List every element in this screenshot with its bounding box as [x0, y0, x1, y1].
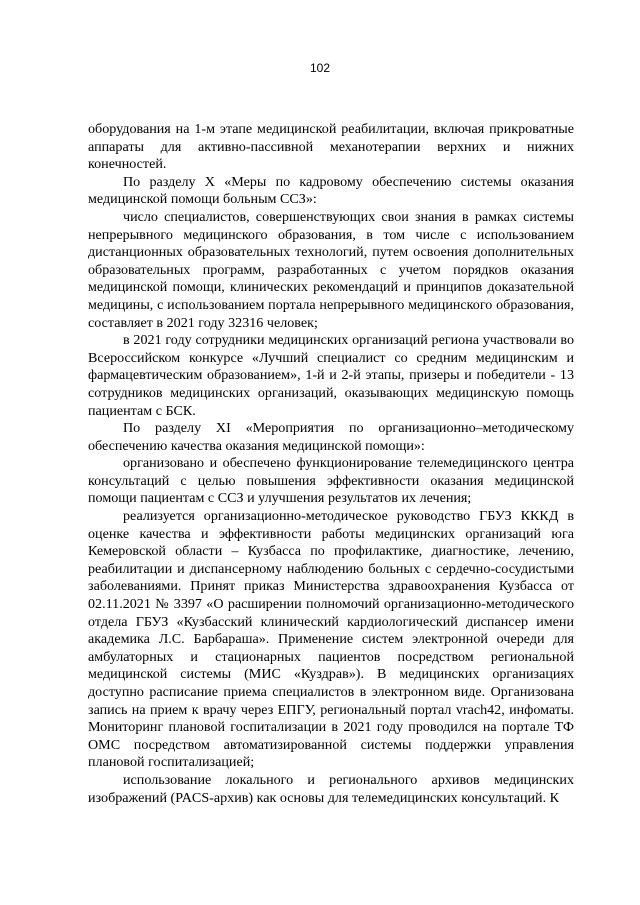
paragraph-section-xi-heading: По разделу XI «Мероприятия по организационно–методическому обеспечению качества оказания медицинской помощи»:	[88, 420, 574, 454]
paragraph-specialists-count: число специалистов, совершенствующих свои знания в рамках системы непрерывного медицинского образования, в том числе с использованием дистанционных образовательных технологий, путем освоения дополнительных образовательных программ, разработанных с учетом порядков оказания медицинской помощи, клинических рекомендаций и принципов доказательной медицины, с использованием портала непрерывного медицинского образования, составляет в 2021 году 32316 человек;	[88, 208, 574, 331]
body-text	[88, 121, 574, 807]
paragraph-methodical-guidance: реализуется организационно-методическое руководство ГБУЗ КККД в оценке качества и эффективности работы медицинских организаций юга Кемеровской области – Кузбасса по профилактике, диагностике, лечению, реабилитации и диспансерному наблюдению больных с сердечно-сосудистыми заболеваниями. Принят приказ Министерства здравоохранения Кузбасса от 02.11.2021 № 3397 «О расширении полномочий организационно-методического отдела ГБУЗ «Кузбасский клинический кардиологический диспансер имени академика Л.С. Барбараша». Применение систем электронной очереди для амбулаторных и стационарных пациентов посредством региональной медицинской системы (МИС «Куздрав»). В медицинских организациях доступно расписание приема специалистов в электронном виде. Организована запись на прием к врачу через ЕПГУ, региональный портал vrach42, инфоматы. Мониторинг плановой госпитализации в 2021 году проводился на портале ТФ ОМС посредством автоматизированной системы поддержки управления плановой госпитализацией;	[88, 508, 574, 771]
paragraph-telemedicine-center: организовано и обеспечено функционирование телемедицинского центра консультаций с целью повышения эффективности оказания медицинской помощи пациентам с ССЗ и улучшения результатов их лечения;	[88, 455, 574, 507]
page-number: 102	[309, 61, 331, 75]
paragraph-pacs-archive: использование локального и регионального архивов медицинских изображений (PACS-архив) как основы для телемедицинских консультаций. К	[88, 771, 574, 806]
paragraph-section-x-heading: По разделу X «Меры по кадровому обеспечению системы оказания медицинской помощи больным ССЗ»:	[88, 173, 574, 208]
paragraph-competition: в 2021 году сотрудники медицинских организаций региона участвовали во Всероссийском конкурсе «Лучший специалист со средним медицинским и фармацевтическим образованием», 1-й и 2-й этапы, призеры и победители - 13 сотрудников медицинских организаций, оказывающих медицинскую помощь пациентам с БСК.	[88, 332, 574, 419]
paragraph-continuation: оборудования на 1-м этапе медицинской реабилитации, включая прикроватные аппараты для активно-пассивной механотерапии верхних и нижних конечностей.	[88, 121, 574, 173]
